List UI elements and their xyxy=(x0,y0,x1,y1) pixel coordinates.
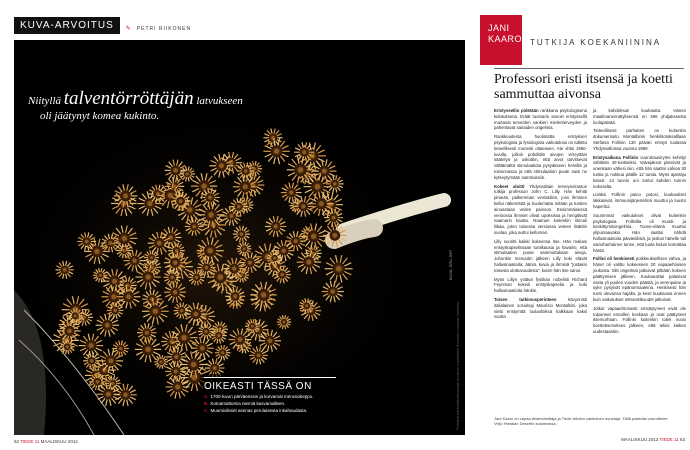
paragraph-text: Tieteellisesti parhaiten on kuitenkin dokumentoitu Montalbinin henkilöotoksalllaan Stefania Follinin 130 päivän eristys luolassa Yhdysvalloissa vuonna 1989. xyxy=(593,128,686,151)
answer-letter: A. xyxy=(204,394,209,399)
side-credit: Puhdistustekniikka/kuvaaja ja idean maallisten ihmisten mukaan tuloksia xyxy=(455,301,460,430)
issue-date: MAALISKUU 2012 xyxy=(621,437,659,442)
paragraph-text: Rankkuudesta huolimatta eristyksen psykologisia ja fysiologisia vaikutuksia on tutkittu tieteellisesti monesti ottaessen. Ate vhtsi 1960-luvulla, jolloin pohdittiin aivojen virreyttäin säätelyä ja uskottiin, että aivot tarvitsevat välttämättä stimulaatiota pysyäkseen hereillä ja toiminnassa ja että stimulaation puute saisi ne kytkeytymään sammuksiin. xyxy=(494,134,587,180)
caption-emphasis: talventörröttäjän xyxy=(63,88,194,109)
paragraph-lead: Eristysaikana Follinin xyxy=(593,154,639,160)
author-name: PETRI RIIKONEN xyxy=(136,26,192,32)
paragraph-text: Lilly suoritti kaikki kokeensa itse. Hän makasi eristyskapselissaan tuntikausia ja havaitsi, että stimulaation puute sammuttakaan aivoja. Johonkin menuutin jälkeen Lilly koki elävät hallusinaatioita: ääniä, kuvia ja ihmisiä "jostakin toisesta ulottuvuudesta", kuten hän itse sanoi. xyxy=(494,238,587,273)
section-label: KUVA-ARVOITUS xyxy=(14,17,120,34)
right-page xyxy=(480,0,690,450)
answer-letter: B. xyxy=(204,401,209,406)
article-paragraph xyxy=(593,128,686,151)
issue-date: MAALISKUU 2012 xyxy=(40,439,78,444)
right-footer xyxy=(621,437,685,442)
article-paragraph xyxy=(494,134,587,180)
page-number: 62 xyxy=(14,439,20,444)
divider xyxy=(494,68,684,69)
author-last-name: KAARO xyxy=(488,34,523,44)
answer-item-c xyxy=(204,408,336,413)
answer-title: OIKEASTI TÄSSÄ ON xyxy=(204,377,336,392)
page-number: 63 xyxy=(679,437,685,442)
paragraph-text: kävynnisti italialainen sosiologi Maurizio Montalbini, joka vietti eristymttä luolaolöiksä kalkkaan kaksi vuotta xyxy=(494,296,587,320)
article-paragraph xyxy=(593,256,686,302)
paragraph-text: Suurimmat vaikutukset olivat kuitenkin psykologisia. Follinilla oli muisti- ja keskittymisongelmia. Tunne-elämä muuttui ylipursaavaksi. Hän saattoi nähdä hallusinaatioita päiväviiksiä, ja joskus hänelle tuli vainoharhainen tunne, että luola halusi kortoittaa häntä. xyxy=(593,212,686,253)
magazine-name: TIEDE xyxy=(20,439,34,444)
answer-item-b xyxy=(204,401,336,406)
article-paragraph xyxy=(593,306,686,335)
paragraph-lead: Kokeet aloitti xyxy=(494,183,525,189)
photo-credit: KUVA: SPL/ JHP xyxy=(448,250,453,281)
article-paragraph xyxy=(494,297,587,320)
article-body xyxy=(494,108,686,338)
photo-caption xyxy=(28,88,288,122)
paragraph-text: Jotkut vapaaehtoisesti eristäytyneet eivät ole toipuneet ennallen koskaan ja ovat päätyneet itsemurhaan. Follinin kuitenkin toteli vuosi koetteleemukses jälkeen, että tekisi kaiken uudestaankin. xyxy=(593,305,686,334)
article-paragraph xyxy=(593,192,686,209)
article-paragraph xyxy=(593,155,686,190)
paragraph-text: vuorokausirytmi kehittyi vähittäin 40-tuntiseksi. Valvejaksot pitenivät ja unenkaan vähesi niin, että hän saattoi valvoa 30 tuntia ja nukkua päälle 12 tuntia. Myös ajantaju katosi: 14 tunnin uni tuntui kahden tunnin nokoselta. xyxy=(593,154,686,189)
answer-text: 1700-luvun pärväenssin ja korvamat merusiokeppo. xyxy=(210,394,314,399)
paragraph-lead: Follini oli henkisesti xyxy=(593,256,635,262)
left-header xyxy=(14,14,191,34)
article-column-1 xyxy=(494,108,587,338)
article-paragraph xyxy=(593,213,686,254)
author-first-name: JANI xyxy=(488,23,510,33)
paragraph-text: rankkana psykologisena kidutuksena. Eräät tuomarin sanoin eristyssellit murtavat terveiden vankien mielenterveyden ja pahentavat sairaiden ongelmia. xyxy=(494,108,587,131)
paragraph-text: poikkeuksellisen vahva, ja hänet oli valittu kokeeseen 20 vapaaehtoisen joukosta. Silti ongelmat jatkuivat pitkään kokeen päättymisen jälkeen. Kuukausittai palasivat vasta yli puolen vuoden päästä, ja verenpaine ja syke pysyivät epänormaaleina. Henkisesti hän tunsi olevansa hajalla, ja kesti kuukausia ennen kuin vaikutukset mitsevätkoudet jatkuivat. xyxy=(593,256,687,302)
article-paragraph xyxy=(494,277,587,294)
paragraph-text: Lisäksi Follinin paino putosi, kuukautiset lakkasivat, immuunijärjestelmä muuttui ja luusto haperitui. xyxy=(593,192,686,209)
magazine-name: TIEDE xyxy=(659,437,673,442)
article-column-2 xyxy=(593,108,686,338)
answer-text: Muumiolisset asenas perulaisesta inkahaudasta. xyxy=(210,408,308,413)
left-footer xyxy=(14,439,78,444)
author-note: Jani Kaaro on vapaa tiedetoimittaja ja Tiede-lehden vakituinen avustaja. Tällä palstalla vuorottelee Veijo Hietalan Desertin kolumnissa. xyxy=(494,416,668,426)
article-paragraph xyxy=(494,239,587,274)
article-paragraph xyxy=(494,108,587,131)
paragraph-text: ja kahdeksan kuukautta. Hänen maailmanennätyksensä on 366 yhdjakssesta luolapäivää. xyxy=(593,108,686,125)
answer-item-a xyxy=(204,394,336,399)
author-block xyxy=(480,15,522,65)
paragraph-lead: Toisen tutkimusperinteen xyxy=(494,296,557,302)
article-paragraph xyxy=(593,108,686,125)
article-headline: Professori eristi itsensä ja koetti sammuttaa aivonsa xyxy=(494,72,673,102)
answer-box xyxy=(200,374,340,416)
column-title: TUTKIJA KOEKANIININA xyxy=(530,38,662,47)
issue-number: 11 xyxy=(34,439,40,444)
paragraph-text: Myös Lillyn ystävä fysiikan nobelisti Richard Feynman kokeili eristyskapselia ja koki hallusinaatioita hänkin. xyxy=(494,276,587,294)
paragraph-text: Yhdysvaltain terveysviraston tutkija professori John C. Lilly. Hän kehitti pimeän, palkemman vesisäiliön, joss ihminen kellui näkemättä ja kuulematta mitään ja tuntien ainoastaan veden painoon. Ensimmäisessä versiossa ihmiset olivat upoksissa ja hengittivät naamarin kautta. Naamari kuitenkin stimuli liikaa, joten toisessa versiossa veteen lisättiin suolaa, joka auttoi kelluman. xyxy=(494,183,587,235)
author-mark-icon: ✎ xyxy=(125,26,131,32)
answer-text: Kotoamattomia niemiä kasvamalleen. xyxy=(210,401,286,406)
caption-line2: oli jäätynyt komea kukinto. xyxy=(40,110,160,122)
article-paragraph xyxy=(494,184,587,236)
paragraph-lead: Eristyssellin pidetään xyxy=(494,108,539,113)
caption-prefix: Niityllä xyxy=(28,95,64,107)
issue-number: 11 xyxy=(674,437,679,442)
answer-letter: C. xyxy=(204,408,209,413)
caption-suffix: latvukseen xyxy=(193,95,243,107)
